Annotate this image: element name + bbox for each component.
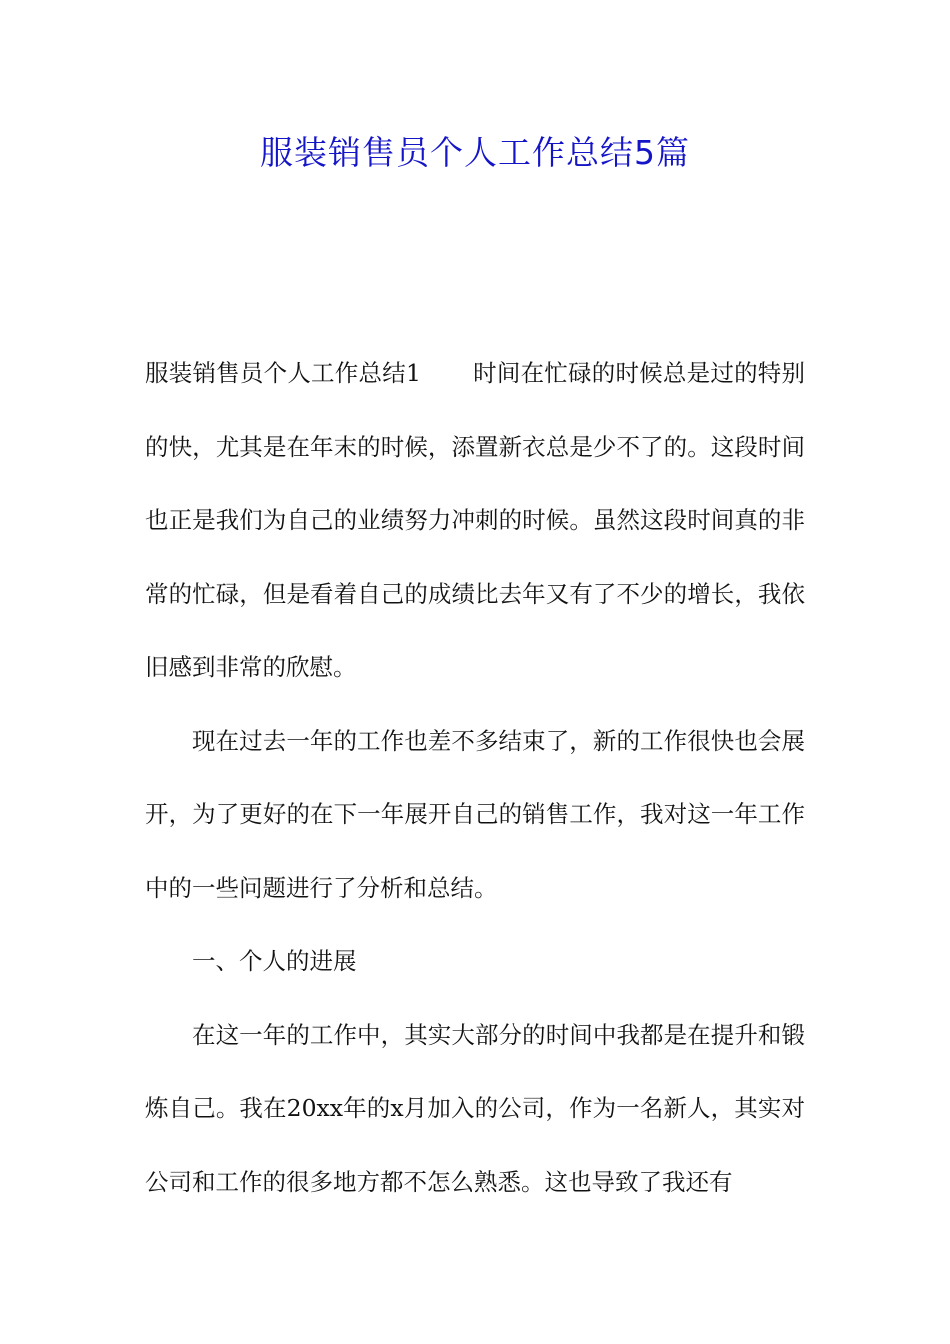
paragraph-3: 在这一年的工作中，其实大部分的时间中我都是在提升和锻炼自己。我在20xx年的x月加入的公司，作为一名新人，其实对公司和工作的很多地方都不怎么熟悉。这也导致了我还有 <box>145 1020 805 1196</box>
section-heading-progress: 一、个人的进展 <box>192 947 357 975</box>
section-heading-1: 服装销售员个人工作总结1 <box>145 359 421 387</box>
paragraph-2: 现在过去一年的工作也差不多结束了，新的工作很快也会展开，为了更好的在下一年展开自己的销售工作，我对这一年工作中的一些问题进行了分析和总结。 <box>145 726 805 902</box>
paragraph-1 <box>145 337 805 705</box>
paragraph-1-text: 时间在忙碌的时候总是过的特别的快，尤其是在年末的时候，添置新衣总是少不了的。这段时间也正是我们为自己的业绩努力冲刺的时候。虽然这段时间真的非常的忙碌，但是看着自己的成绩比去年又有了不少的增长，我依旧感到非常的欣慰。 <box>145 359 806 681</box>
document-body <box>145 337 805 1219</box>
document-title: 服装销售员个人工作总结5篇 <box>260 133 690 172</box>
